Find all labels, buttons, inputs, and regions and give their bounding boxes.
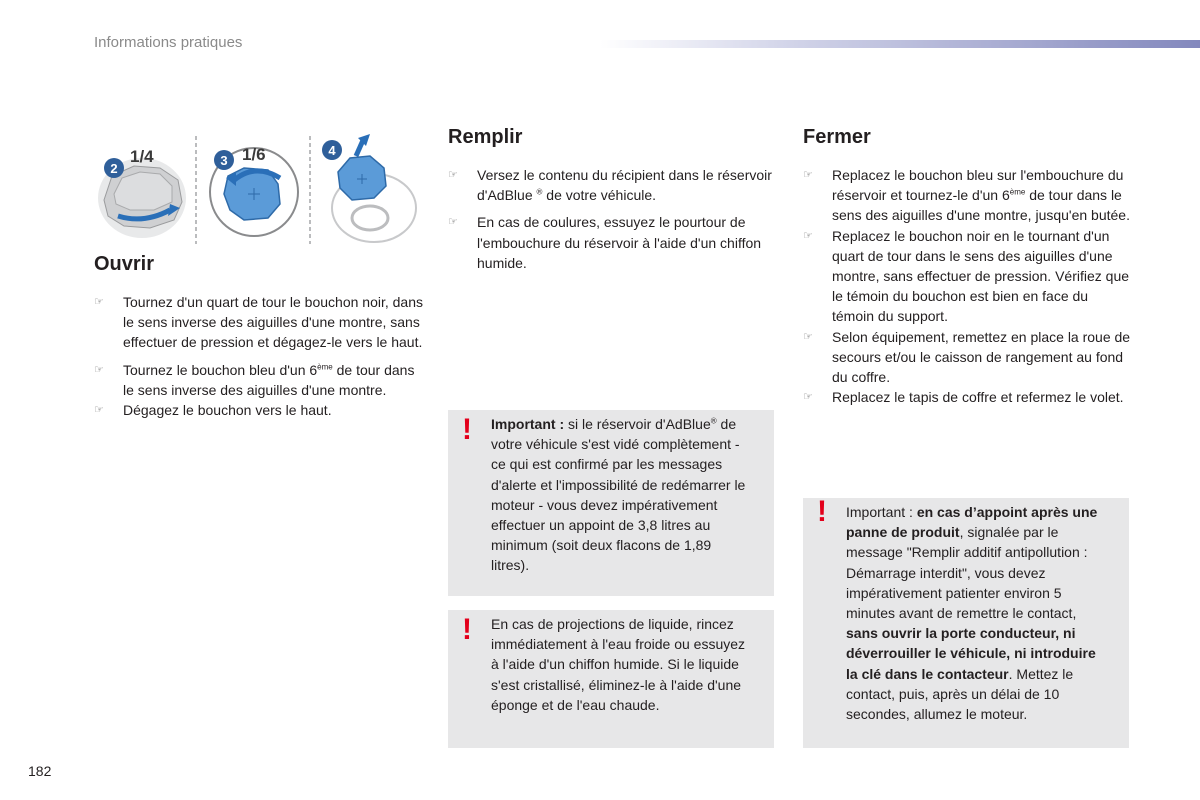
- list-item: [803, 165, 1133, 226]
- warning-label: Important :: [491, 416, 565, 432]
- warning-text: [491, 414, 752, 576]
- step-2-number: 2: [110, 161, 118, 176]
- list-item: [94, 400, 424, 420]
- superscript: ème: [1009, 187, 1026, 197]
- exclamation-icon: !: [462, 413, 472, 446]
- step-3-panel: [210, 145, 298, 236]
- list-item-text: Replacez le bouchon bleu sur l'embouchure du réservoir et tournez-le d'un 6: [832, 167, 1124, 204]
- warning-text-part: si le réservoir d'AdBlue: [564, 416, 711, 432]
- list-item-text: de votre véhicule.: [542, 187, 657, 204]
- warning-text-part: , signalée par le message "Remplir additif antipollution : Démarrage interdit", vous devez impérativement patienter environ 5 minutes avant de remettre le contact,: [846, 524, 1088, 622]
- remplir-heading: Remplir: [448, 126, 523, 148]
- header-gradient-bar: [600, 40, 1200, 48]
- warning-text-part: de votre véhicule s'est vidé complètement - ce qui est confirmé par les messages d'alerte et l'impossibilité de redémarrer le moteur - vous devez impérativement effectuer un appoint de 3,8 litres au minimum (soit deux flacons de 1,89 litres).: [491, 416, 746, 574]
- step-3-fraction: 1/6: [242, 145, 266, 164]
- warning-emphasis: en cas d’appoint après une panne de produit: [846, 504, 1098, 541]
- warning-text-part: Important :: [846, 504, 917, 520]
- list-item: [803, 327, 1133, 388]
- list-item: [803, 387, 1133, 407]
- exclamation-icon: !: [462, 613, 472, 646]
- warning-box-appoint: [803, 495, 1129, 748]
- hand-pointer-icon: ☞: [448, 169, 458, 181]
- ouvrir-heading: Ouvrir: [94, 253, 155, 275]
- list-item-text: Dégagez le bouchon vers le haut.: [123, 402, 332, 419]
- hand-pointer-icon: ☞: [803, 391, 813, 404]
- cap-illustration: [94, 128, 432, 248]
- section-ouvrir: [94, 253, 424, 420]
- list-item-text: Replacez le tapis de coffre et refermez le volet.: [832, 389, 1124, 406]
- hand-pointer-icon: ☞: [803, 330, 813, 343]
- list-item-text: Versez le contenu du récipient dans le réservoir d'AdBlue: [477, 167, 772, 204]
- hand-pointer-icon: ☞: [448, 216, 458, 229]
- hand-pointer-icon: ☞: [803, 169, 813, 181]
- list-item-text: Replacez le bouchon noir en le tournant d'un quart de tour dans le sens des aiguilles d'une montre, sans effectuer de pression. Vérifiez que le témoin du bouchon est bien en face du témoin du support.: [832, 227, 1130, 325]
- hand-pointer-icon: ☞: [94, 404, 104, 417]
- step-3-number: 3: [220, 153, 228, 168]
- list-item: [94, 360, 424, 400]
- warning-emphasis: sans ouvrir la porte conducteur, ni déverrouiller le véhicule, ni introduire la clé dans le contacteur: [846, 625, 1096, 682]
- fermer-heading: Fermer: [803, 126, 871, 148]
- step-4-number: 4: [328, 143, 336, 158]
- list-item-text: Tournez d'un quart de tour le bouchon noir, dans le sens inverse des aiguilles d'une montre, sans effectuer de pression et dégagez-le vers le haut.: [123, 294, 423, 351]
- list-item: [448, 165, 778, 205]
- hand-pointer-icon: ☞: [803, 229, 813, 242]
- remplir-steps: [448, 165, 778, 273]
- warning-box-projections: [448, 610, 774, 748]
- list-item-text: de tour dans le sens inverse des aiguilles d'une montre.: [123, 361, 415, 398]
- list-item-text: Selon équipement, remettez en place la roue de secours et/ou le caisson de rangement au fond du coffre.: [832, 328, 1131, 386]
- warning-box-important: [448, 410, 774, 596]
- list-item: [448, 212, 778, 273]
- step-4-panel: [322, 134, 416, 242]
- hand-pointer-icon: ☞: [94, 296, 104, 308]
- superscript: ®: [536, 187, 543, 197]
- list-item-text: En cas de coulures, essuyez le pourtour de l'embouchure du réservoir à l'aide d'un chiffon humide.: [477, 214, 762, 271]
- superscript: ®: [710, 416, 717, 426]
- ouvrir-steps: [94, 292, 424, 420]
- warning-text: [846, 502, 1107, 724]
- fermer-steps: [803, 165, 1133, 407]
- hand-pointer-icon: ☞: [94, 363, 104, 376]
- section-title: Informations pratiques: [94, 34, 243, 51]
- exclamation-icon: !: [817, 495, 827, 528]
- superscript: ème: [317, 361, 333, 371]
- warning-text-part: . Mettez le contact, puis, après un délai de 10 secondes, allumez le moteur.: [846, 665, 1074, 723]
- warning-text: En cas de projections de liquide, rincez immédiatement à l'eau froide ou essuyez à l'aide d'un chiffon humide. Si le liquide s'est cristallisé, éliminez-le à l'aide d'une éponge et de l'eau chaude.: [491, 616, 746, 713]
- page-number: 182: [28, 763, 52, 779]
- section-remplir: [448, 126, 778, 273]
- step-2-fraction: 1/4: [130, 147, 154, 166]
- step-2-panel: [98, 147, 186, 238]
- list-item-text: de tour dans le sens des aiguilles d'une montre, jusqu'en butée.: [832, 187, 1130, 224]
- list-item: [803, 226, 1133, 327]
- section-fermer: [803, 126, 1133, 407]
- list-item-text: Tournez le bouchon bleu d'un 6: [123, 361, 318, 378]
- list-item: [94, 292, 424, 353]
